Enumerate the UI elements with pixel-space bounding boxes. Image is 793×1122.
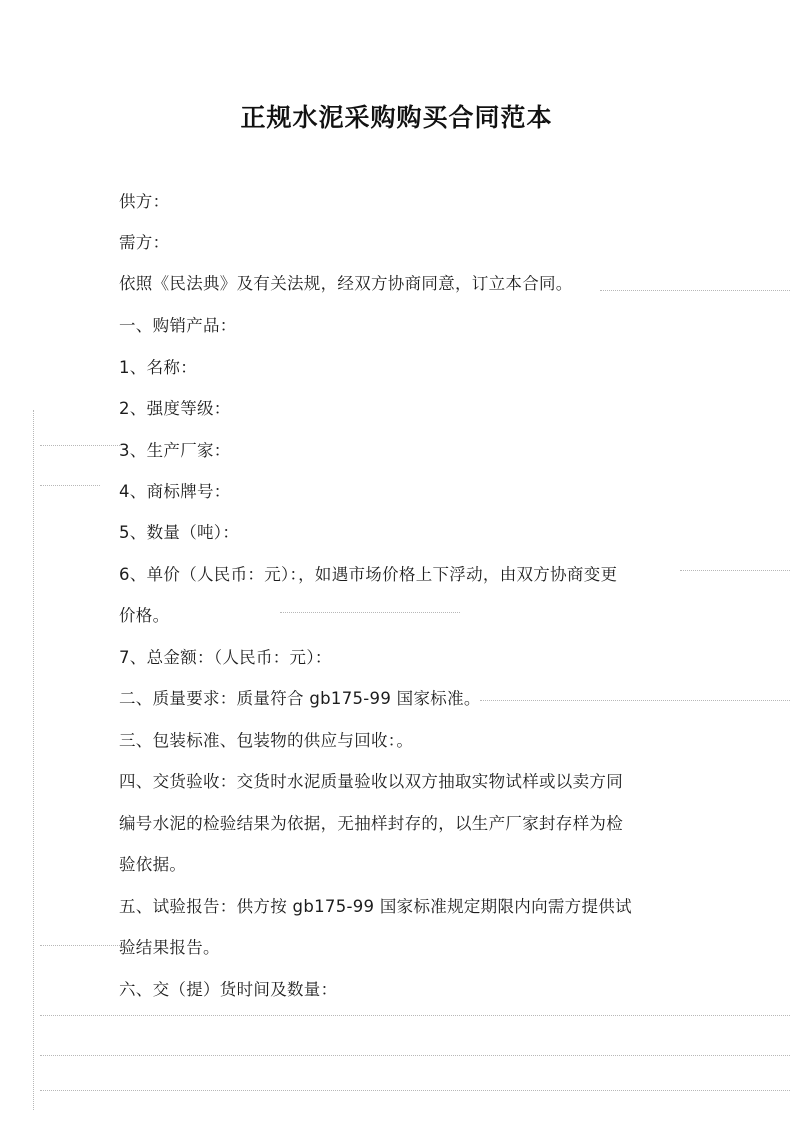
section-heading: 五、试验报告：供方按 gb175-99 国家标准规定期限内向需方提供试 (119, 897, 632, 916)
section-line-continued: 验依据。 (119, 855, 187, 874)
dotted-artifact (680, 570, 790, 571)
clause-line: 3、生产厂家： (119, 441, 231, 460)
dotted-artifact (40, 485, 100, 486)
clause-line: 1、名称： (119, 358, 197, 377)
document-title: 正规水泥采购购买合同范本 (240, 103, 553, 132)
clause-line: 5、数量（吨）： (119, 523, 240, 542)
section-heading: 四、交货验收：交货时水泥质量验收以双方抽取实物试样或以卖方同 (119, 772, 623, 791)
clause-line: 2、强度等级： (119, 399, 231, 418)
dotted-artifact (40, 1090, 790, 1091)
preamble-line: 依照《民法典》及有关法规，经双方协商同意，订立本合同。 (119, 274, 573, 293)
dotted-artifact (40, 445, 120, 446)
dotted-artifact (40, 945, 120, 946)
dotted-artifact (40, 1015, 790, 1016)
buyer-line: 需方： (119, 233, 170, 252)
section-heading: 六、交（提）货时间及数量： (119, 980, 338, 999)
dotted-artifact (600, 290, 790, 291)
section-heading: 二、质量要求：质量符合 gb175-99 国家标准。 (119, 689, 481, 708)
dotted-artifact (40, 1055, 790, 1056)
section-heading: 一、购销产品： (119, 316, 237, 335)
section-line-continued: 验结果报告。 (119, 938, 220, 957)
clause-line-continued: 价格。 (119, 606, 170, 625)
dotted-artifact (280, 612, 460, 613)
left-dotted-margin (33, 410, 34, 1110)
section-line-continued: 编号水泥的检验结果为依据，无抽样封存的，以生产厂家封存样为检 (119, 814, 623, 833)
clause-line: 7、总金额：（人民币：元）： (119, 648, 332, 667)
clause-line: 4、商标牌号： (119, 482, 231, 501)
dotted-artifact (480, 700, 790, 701)
clause-line: 6、单价（人民币：元）：，如遇市场价格上下浮动，由双方协商变更 (119, 565, 618, 584)
supplier-line: 供方： (119, 192, 170, 211)
section-heading: 三、包装标准、包装物的供应与回收：。 (119, 731, 414, 750)
